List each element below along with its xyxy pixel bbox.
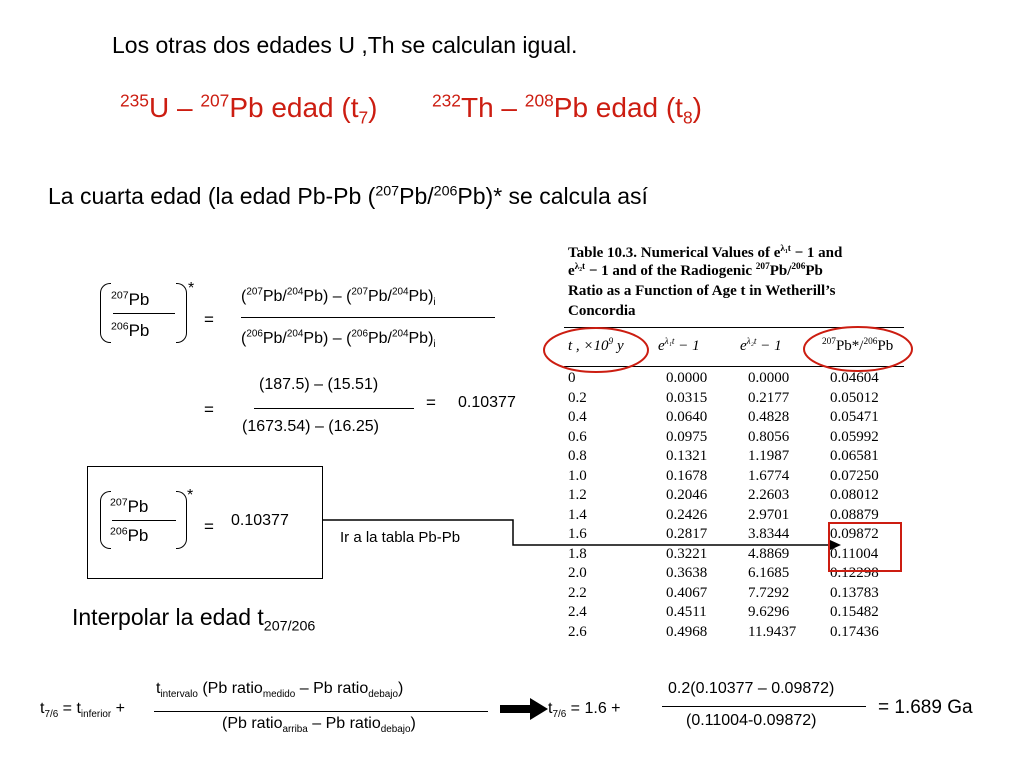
- age-t7-label: $^{235}$U – $^{207}$Pb edad $(t_7)$: [120, 90, 378, 128]
- interpolate-text: Interpolar la edad $t_{207/206}$: [72, 604, 316, 635]
- table-header-ratio: $^{207}$Pb*/$^{206}$Pb: [822, 337, 894, 354]
- table-column-ratio: 0.04604 0.05012 0.05471 0.05992 0.06581 0.07250 0.08012 0.08879 0.09872 0.11004 0.12298 0.13783 0.15482 0.17436: [830, 370, 879, 640]
- age-t8-label: $^{232}$Th – $^{208}$Pb edad $(t_8)$: [432, 90, 702, 128]
- result-numerator: 0.2(0.10377 – 0.09872): [668, 680, 835, 697]
- equals-2: =: [204, 400, 214, 419]
- numeric-numerator: (187.5) – (15.51): [259, 376, 379, 393]
- formula-lhs: $t_{7/6} = t_{inferior}$ +: [40, 700, 125, 721]
- table-column-e1: 0.0000 0.0315 0.0640 0.0975 0.1321 0.1678 0.2046 0.2426 0.2817 0.3221 0.3638 0.4067 0.4511 0.4968: [666, 370, 708, 640]
- table-caption-line3: Ratio as a Function of Age t in Wetherill’s: [568, 283, 836, 299]
- highlight-age-ellipse: [544, 328, 648, 372]
- box-star: *: [187, 487, 194, 504]
- box-numerator: $^{207}$Pb: [110, 496, 149, 516]
- table-caption-line4: Concordia: [568, 303, 636, 319]
- table-caption-line1: Table 10.3. Numerical Values of $e^{\lambda_1t} - 1$ and: [568, 244, 843, 261]
- result-fraction-bar: [662, 706, 866, 707]
- result-denominator: (0.11004-0.09872): [686, 712, 817, 729]
- table-header-t: t , $\times 10^9$ y: [568, 337, 624, 354]
- table-caption-line2: $e^{\lambda_2t} - 1$ and of the Radiogenic $^{207}$Pb/$^{206}$Pb: [568, 262, 823, 279]
- implies-arrow-icon: [500, 698, 548, 720]
- highlight-ratio-rect: [829, 523, 901, 571]
- highlight-ratio-ellipse: [804, 327, 912, 371]
- final-age-result: = 1.689 Ga: [878, 697, 973, 718]
- equals: =: [204, 310, 214, 329]
- box-equals: =: [204, 517, 214, 536]
- rhs-denominator: $(^{206}Pb/^{204}Pb) - (^{206}Pb/^{204}Pb)_i$: [241, 328, 436, 351]
- box-denominator: $^{206}$Pb: [110, 525, 149, 545]
- formula-denominator: (Pb ratio$_{arriba}$ – Pb ratio$_{debajo}$): [222, 715, 416, 736]
- table-column-age: 0 0.2 0.4 0.6 0.8 1.0 1.2 1.4 1.6 1.8 2.0 2.2 2.4 2.6: [568, 370, 587, 640]
- table-header-e2: $e^{\lambda_2t} - 1$: [740, 337, 782, 354]
- star: *: [188, 280, 195, 297]
- equals-3: =: [426, 393, 436, 412]
- numeric-result: 0.10377: [458, 394, 516, 411]
- box-value: 0.10377: [231, 512, 289, 529]
- table-column-e2: 0.0000 0.2177 0.4828 0.8056 1.1987 1.6774 2.2603 2.9701 3.8344 4.8869 6.1685 7.7292 9.6296 11.9437: [748, 370, 797, 640]
- lhs-numerator: $^{207}$Pb: [111, 289, 150, 309]
- rhs-numerator: $(^{207}Pb/^{204}Pb) - (^{207}Pb/^{204}Pb)_i$: [241, 286, 436, 309]
- fourth-age-text: La cuarta edad (la edad Pb-Pb ($^{207}$Pb/$^{206}$Pb)* se calcula así: [48, 183, 648, 209]
- result-lhs: $t_{7/6} = 1.6$ +: [548, 700, 621, 721]
- lhs-denominator: $^{206}$Pb: [111, 320, 150, 340]
- formula-fraction-bar: [154, 711, 488, 712]
- go-to-table-label: Ir a la tabla Pb-Pb: [340, 529, 461, 546]
- table-header-e1: $e^{\lambda_1t} - 1$: [658, 337, 700, 354]
- numeric-denominator: (1673.54) – (16.25): [242, 418, 379, 435]
- formula-numerator: $t_{intervalo}$ (Pb ratio$_{medido}$ – Pb ratio$_{debajo}$): [156, 680, 404, 701]
- heading: Los otras dos edades U ,Th se calculan igual.: [112, 32, 578, 58]
